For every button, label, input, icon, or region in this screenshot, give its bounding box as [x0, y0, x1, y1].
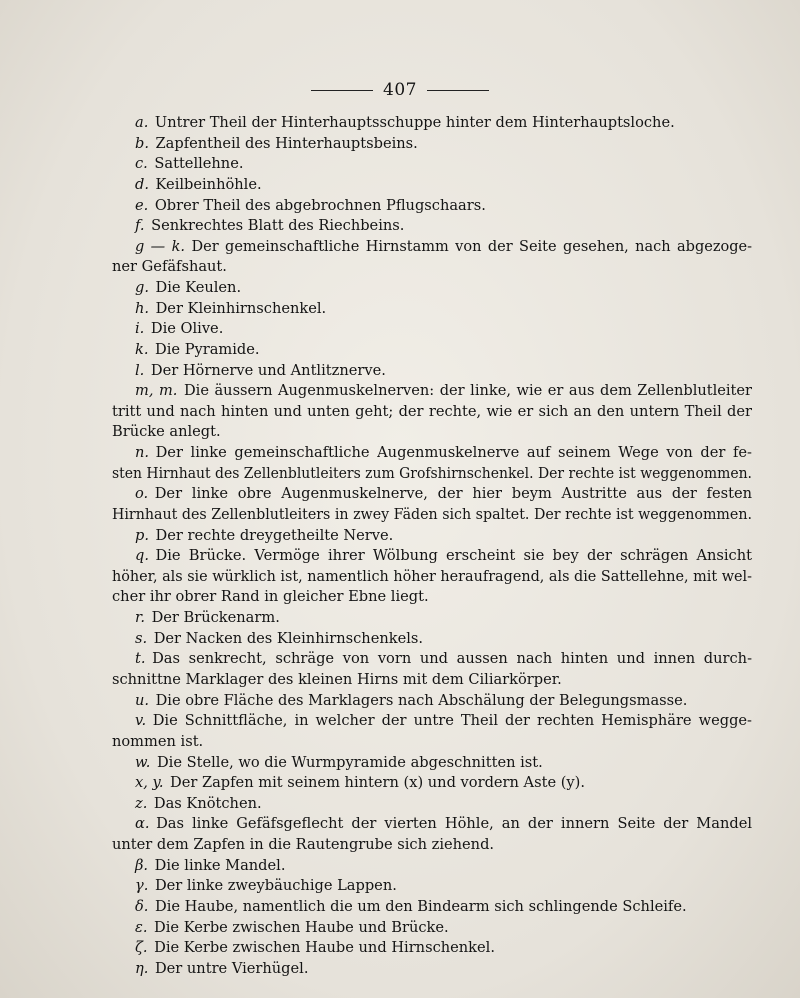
- entry-text: Brücke anlegt.: [112, 423, 221, 441]
- entry-key: ε.: [135, 918, 148, 936]
- entry-text: Obrer Theil des abgebrochnen Pflugschaars.: [154, 196, 486, 214]
- entry-key: u.: [135, 691, 150, 709]
- legend-entry-continuation: [112, 505, 752, 525]
- legend-entry: [135, 319, 223, 339]
- legend-entry: [135, 546, 752, 566]
- entry-key: a.: [135, 114, 149, 131]
- entry-text: Das linke Gefäfsgeflecht der vierten Höhle, an der innern Seite der Mandel: [156, 815, 752, 833]
- legend-entry: [135, 608, 280, 628]
- legend-entry: [135, 938, 495, 958]
- entry-text: Die Keulen.: [155, 279, 242, 297]
- entry-key: m, m.: [135, 382, 178, 400]
- legend-entry: [135, 154, 243, 174]
- legend-entry-continuation: [112, 257, 227, 277]
- legend-entry-continuation: [112, 464, 752, 484]
- entry-text: Der Brückenarm.: [151, 609, 280, 627]
- entry-key: b.: [135, 134, 149, 152]
- entry-text: Die obre Fläche des Marklagers nach Abschälung der Belegungsmasse.: [155, 691, 688, 709]
- entry-text: Senkrechtes Blatt des Riechbeins.: [151, 217, 405, 235]
- entry-key: z.: [135, 794, 148, 812]
- legend-entry-continuation: [112, 422, 221, 442]
- entry-text: cher ihr obrer Rand in gleicher Ebne liegt.: [112, 588, 429, 606]
- legend-entry: [135, 237, 752, 257]
- legend-entry: [135, 876, 397, 896]
- legend-entry: [135, 134, 418, 154]
- entry-key: n.: [135, 444, 150, 462]
- entry-text: Die Haube, namentlich die um den Bindearm sich schlingende Schleife.: [155, 897, 687, 915]
- entry-text: Die Stelle, wo die Wurmpyramide abgeschnitten ist.: [156, 753, 543, 771]
- legend-entry: [135, 753, 543, 773]
- entry-key: i.: [135, 320, 145, 338]
- entry-key: k.: [135, 340, 149, 358]
- entry-key: v.: [135, 712, 147, 730]
- legend-entry: [135, 526, 393, 546]
- entry-text: Die Kerbe zwischen Haube und Hirnschenkel.: [154, 939, 495, 957]
- entry-text: Keilbeinhöhle.: [155, 175, 262, 193]
- header-rule-left: [311, 90, 373, 91]
- legend-entry: [135, 897, 687, 917]
- entry-key: e.: [135, 196, 149, 214]
- entry-key: q.: [135, 547, 149, 565]
- entry-text: Der gemeinschaftliche Hirnstamm von der Seite gesehen, nach abgezoge-: [191, 237, 752, 255]
- legend-entry: [135, 381, 752, 401]
- entry-text: Die linke Mandel.: [154, 856, 286, 874]
- legend-entry: [135, 443, 752, 463]
- entry-key: γ.: [135, 877, 149, 895]
- entry-key: g — k.: [135, 237, 185, 255]
- entry-text: Die Olive.: [150, 320, 224, 338]
- legend-entry-continuation: [112, 567, 752, 587]
- legend-entry-continuation: [112, 587, 429, 607]
- entry-text: Das senkrecht, schräge von vorn und aussen nach hinten und innen durch-: [152, 650, 752, 668]
- entry-text: Der Nacken des Kleinhirnschenkels.: [153, 629, 424, 647]
- legend-entry: [135, 918, 449, 938]
- legend-entry: [135, 629, 423, 649]
- entry-text: Der linke zweybäuchige Lappen.: [154, 877, 397, 895]
- entry-text: Der linke obre Augenmuskelnerve, der hier beym Austritte aus der festen: [154, 485, 752, 503]
- page-header: [0, 80, 800, 100]
- entry-text: nommen ist.: [112, 732, 204, 750]
- page-number: 407: [383, 80, 417, 100]
- legend-entry: [135, 113, 675, 133]
- legend-entry: [135, 340, 260, 360]
- legend-entry: [135, 196, 486, 216]
- legend-entry: [135, 649, 752, 669]
- legend-entry: [135, 794, 262, 814]
- entry-text: Die Schnittfläche, in welcher der untre Theil der rechten Hemisphäre wegge-: [152, 712, 752, 730]
- entry-text: Der Zapfen mit seinem hintern (x) und vordern Aste (y).: [170, 774, 585, 792]
- legend-entry: [135, 484, 752, 504]
- entry-text: Der linke gemeinschaftliche Augenmuskelnerve auf seinem Wege von der fe-: [155, 444, 752, 462]
- entry-key: β.: [135, 856, 149, 874]
- entry-text: unter dem Zapfen in die Rautengrube sich ziehend.: [112, 836, 495, 854]
- legend-entry: [135, 711, 752, 731]
- entry-text: Die Brücke. Vermöge ihrer Wölbung erscheint sie bey der schrägen Ansicht: [155, 547, 752, 565]
- entry-text: Untrer Theil der Hinterhauptsschuppe hinter dem Hinterhauptsloche.: [154, 114, 675, 131]
- entry-key: o.: [135, 485, 149, 503]
- legend-entry: [135, 773, 585, 793]
- entry-text: Die Kerbe zwischen Haube und Brücke.: [154, 918, 449, 936]
- entry-key: w.: [135, 753, 151, 771]
- entry-text: ner Gefäfshaut.: [112, 258, 227, 276]
- legend-entry: [135, 216, 404, 236]
- entry-key: c.: [135, 155, 148, 173]
- legend-entry-continuation: [112, 670, 562, 690]
- entry-key: s.: [135, 629, 148, 647]
- legend-entry-continuation: [112, 402, 752, 422]
- legend-entry: [135, 361, 386, 381]
- entry-key: x, y.: [135, 774, 164, 792]
- entry-text: schnittne Marklager des kleinen Hirns mit dem Ciliarkörper.: [112, 671, 562, 688]
- header-rule-right: [427, 90, 489, 91]
- entry-text: Hirnhaut des Zellenblutleiters in zwey Fäden sich spaltet. Der rechte ist weggenommen.: [112, 505, 752, 523]
- entry-text: höher, als sie würklich ist, namentlich höher heraufragend, als die Sattellehne, mit wel-: [112, 567, 752, 585]
- legend-entry: [135, 299, 326, 319]
- entry-key: r.: [135, 609, 146, 627]
- legend-entry: [135, 814, 752, 834]
- legend-entry: [135, 691, 687, 711]
- legend-entry-continuation: [112, 732, 203, 752]
- entry-text: Der Kleinhirnschenkel.: [155, 299, 327, 317]
- entry-key: ζ.: [135, 939, 148, 957]
- entry-text: Die äussern Augenmuskelnerven: der linke, wie er aus dem Zellenblutleiter: [183, 382, 752, 400]
- legend-entry: [135, 175, 262, 195]
- entry-key: p.: [135, 526, 149, 544]
- legend-entry: [135, 278, 241, 298]
- entry-key: δ.: [135, 897, 149, 915]
- entry-key: d.: [135, 175, 149, 193]
- entry-text: Der rechte dreygetheilte Nerve.: [155, 526, 394, 544]
- entry-key: t.: [135, 650, 146, 668]
- entry-text: Die Pyramide.: [155, 340, 260, 358]
- entry-key: h.: [135, 299, 150, 317]
- legend-entry: [135, 959, 308, 979]
- entry-text: tritt und nach hinten und unten geht; der rechte, wie er sich an den untern Theil der: [112, 402, 752, 420]
- legend-entry: [135, 856, 285, 876]
- entry-text: Das Knötchen.: [153, 794, 262, 812]
- entry-text: Sattellehne.: [154, 155, 244, 173]
- entry-text: Zapfentheil des Hinterhauptsbeins.: [155, 134, 418, 152]
- entry-key: g.: [135, 279, 149, 297]
- entry-key: η.: [135, 959, 149, 977]
- entry-key: f.: [135, 217, 145, 235]
- entry-text: Der Hörnerve und Antlitznerve.: [150, 361, 386, 379]
- entry-text: Der untre Vierhügel.: [154, 959, 309, 977]
- entry-key: l.: [135, 361, 145, 379]
- legend-entry-continuation: [112, 835, 494, 855]
- entry-text: sten Hirnhaut des Zellenblutleiters zum Grofshirnschenkel. Der rechte ist weggenommen.: [112, 464, 752, 482]
- entry-key: α.: [135, 815, 150, 833]
